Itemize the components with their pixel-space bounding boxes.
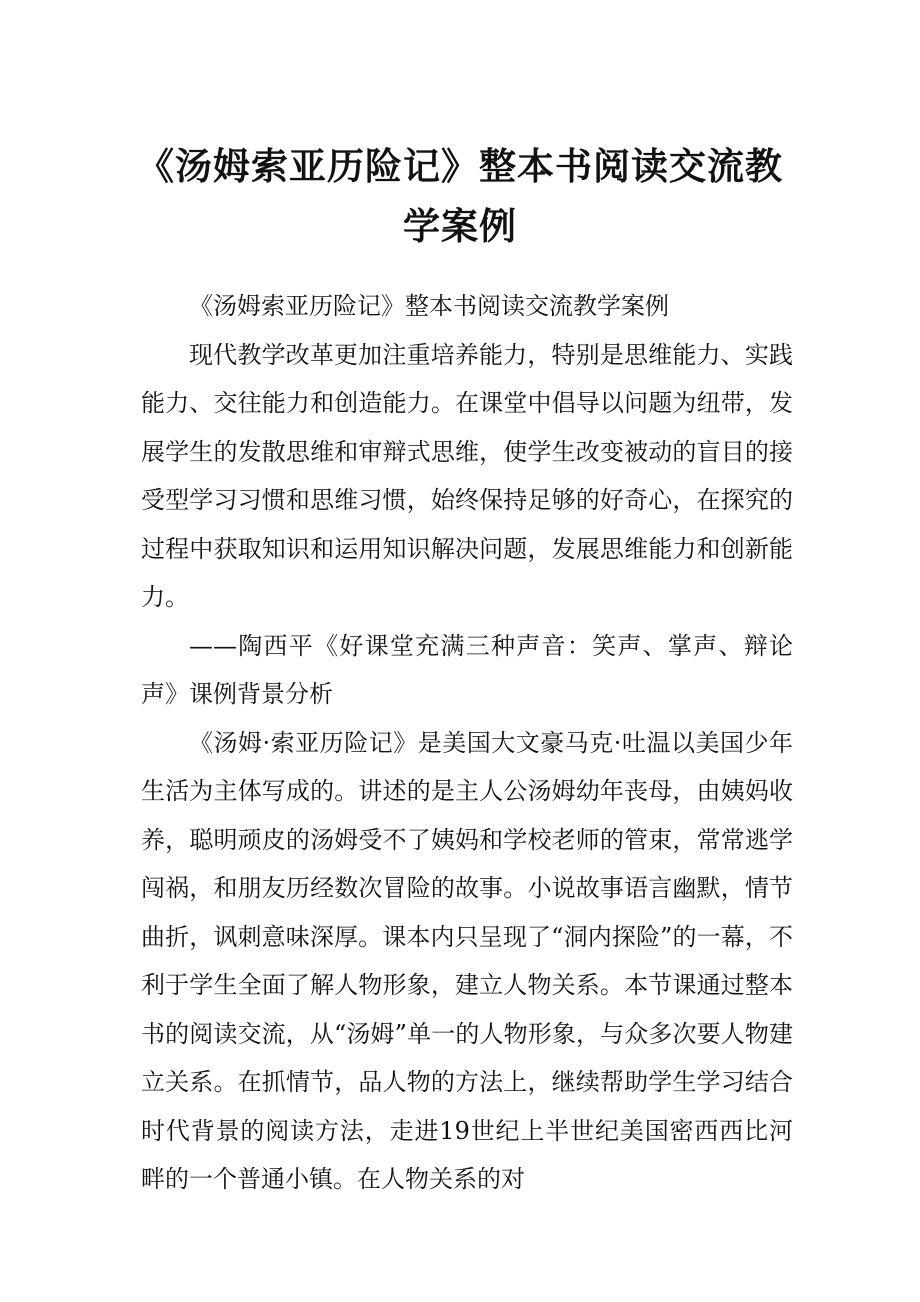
subtitle-paragraph: 《汤姆索亚历险记》整本书阅读交流教学案例 bbox=[189, 292, 669, 320]
document-title: 《汤姆索亚历险记》整本书阅读交流教学案例 bbox=[137, 144, 783, 248]
attribution-paragraph: ——陶西平《好课堂充满三种声音：笑声、掌声、辩论声》课例背景分析 bbox=[141, 631, 793, 708]
document-body bbox=[141, 282, 793, 1204]
background-paragraph: 《汤姆·索亚历险记》是美国大文豪马克·吐温以美国少年生活为主体写成的。讲述的是主人公汤姆幼年丧母，由姨妈收养，聪明顽皮的汤姆受不了姨妈和学校老师的管束，常常逃学闯祸，和朋友历经数次冒险的故事。小说故事语言幽默，情节曲折，讽刺意味深厚。课本内只呈现了“洞内探险”的一幕，不利于学生全面了解人物形象，建立人物关系。本节课通过整本书的阅读交流，从“汤姆”单一的人物形象，与众多次要人物建立关系。在抓情节，品人物的方法上，继续帮助学生学习结合时代背景的阅读方法，走进19世纪上半世纪美国密西西比河畔的一个普通小镇。在人物关系的对 bbox=[141, 728, 793, 1193]
quote-paragraph: 现代教学改革更加注重培养能力，特别是思维能力、实践能力、交往能力和创造能力。在课堂中倡导以问题为纽带，发展学生的发散思维和审辩式思维，使学生改变被动的盲目的接受型学习习惯和思维习惯，始终保持足够的好奇心，在探究的过程中获取知识和运用知识解决问题，发展思维能力和创新能力。 bbox=[141, 340, 793, 611]
